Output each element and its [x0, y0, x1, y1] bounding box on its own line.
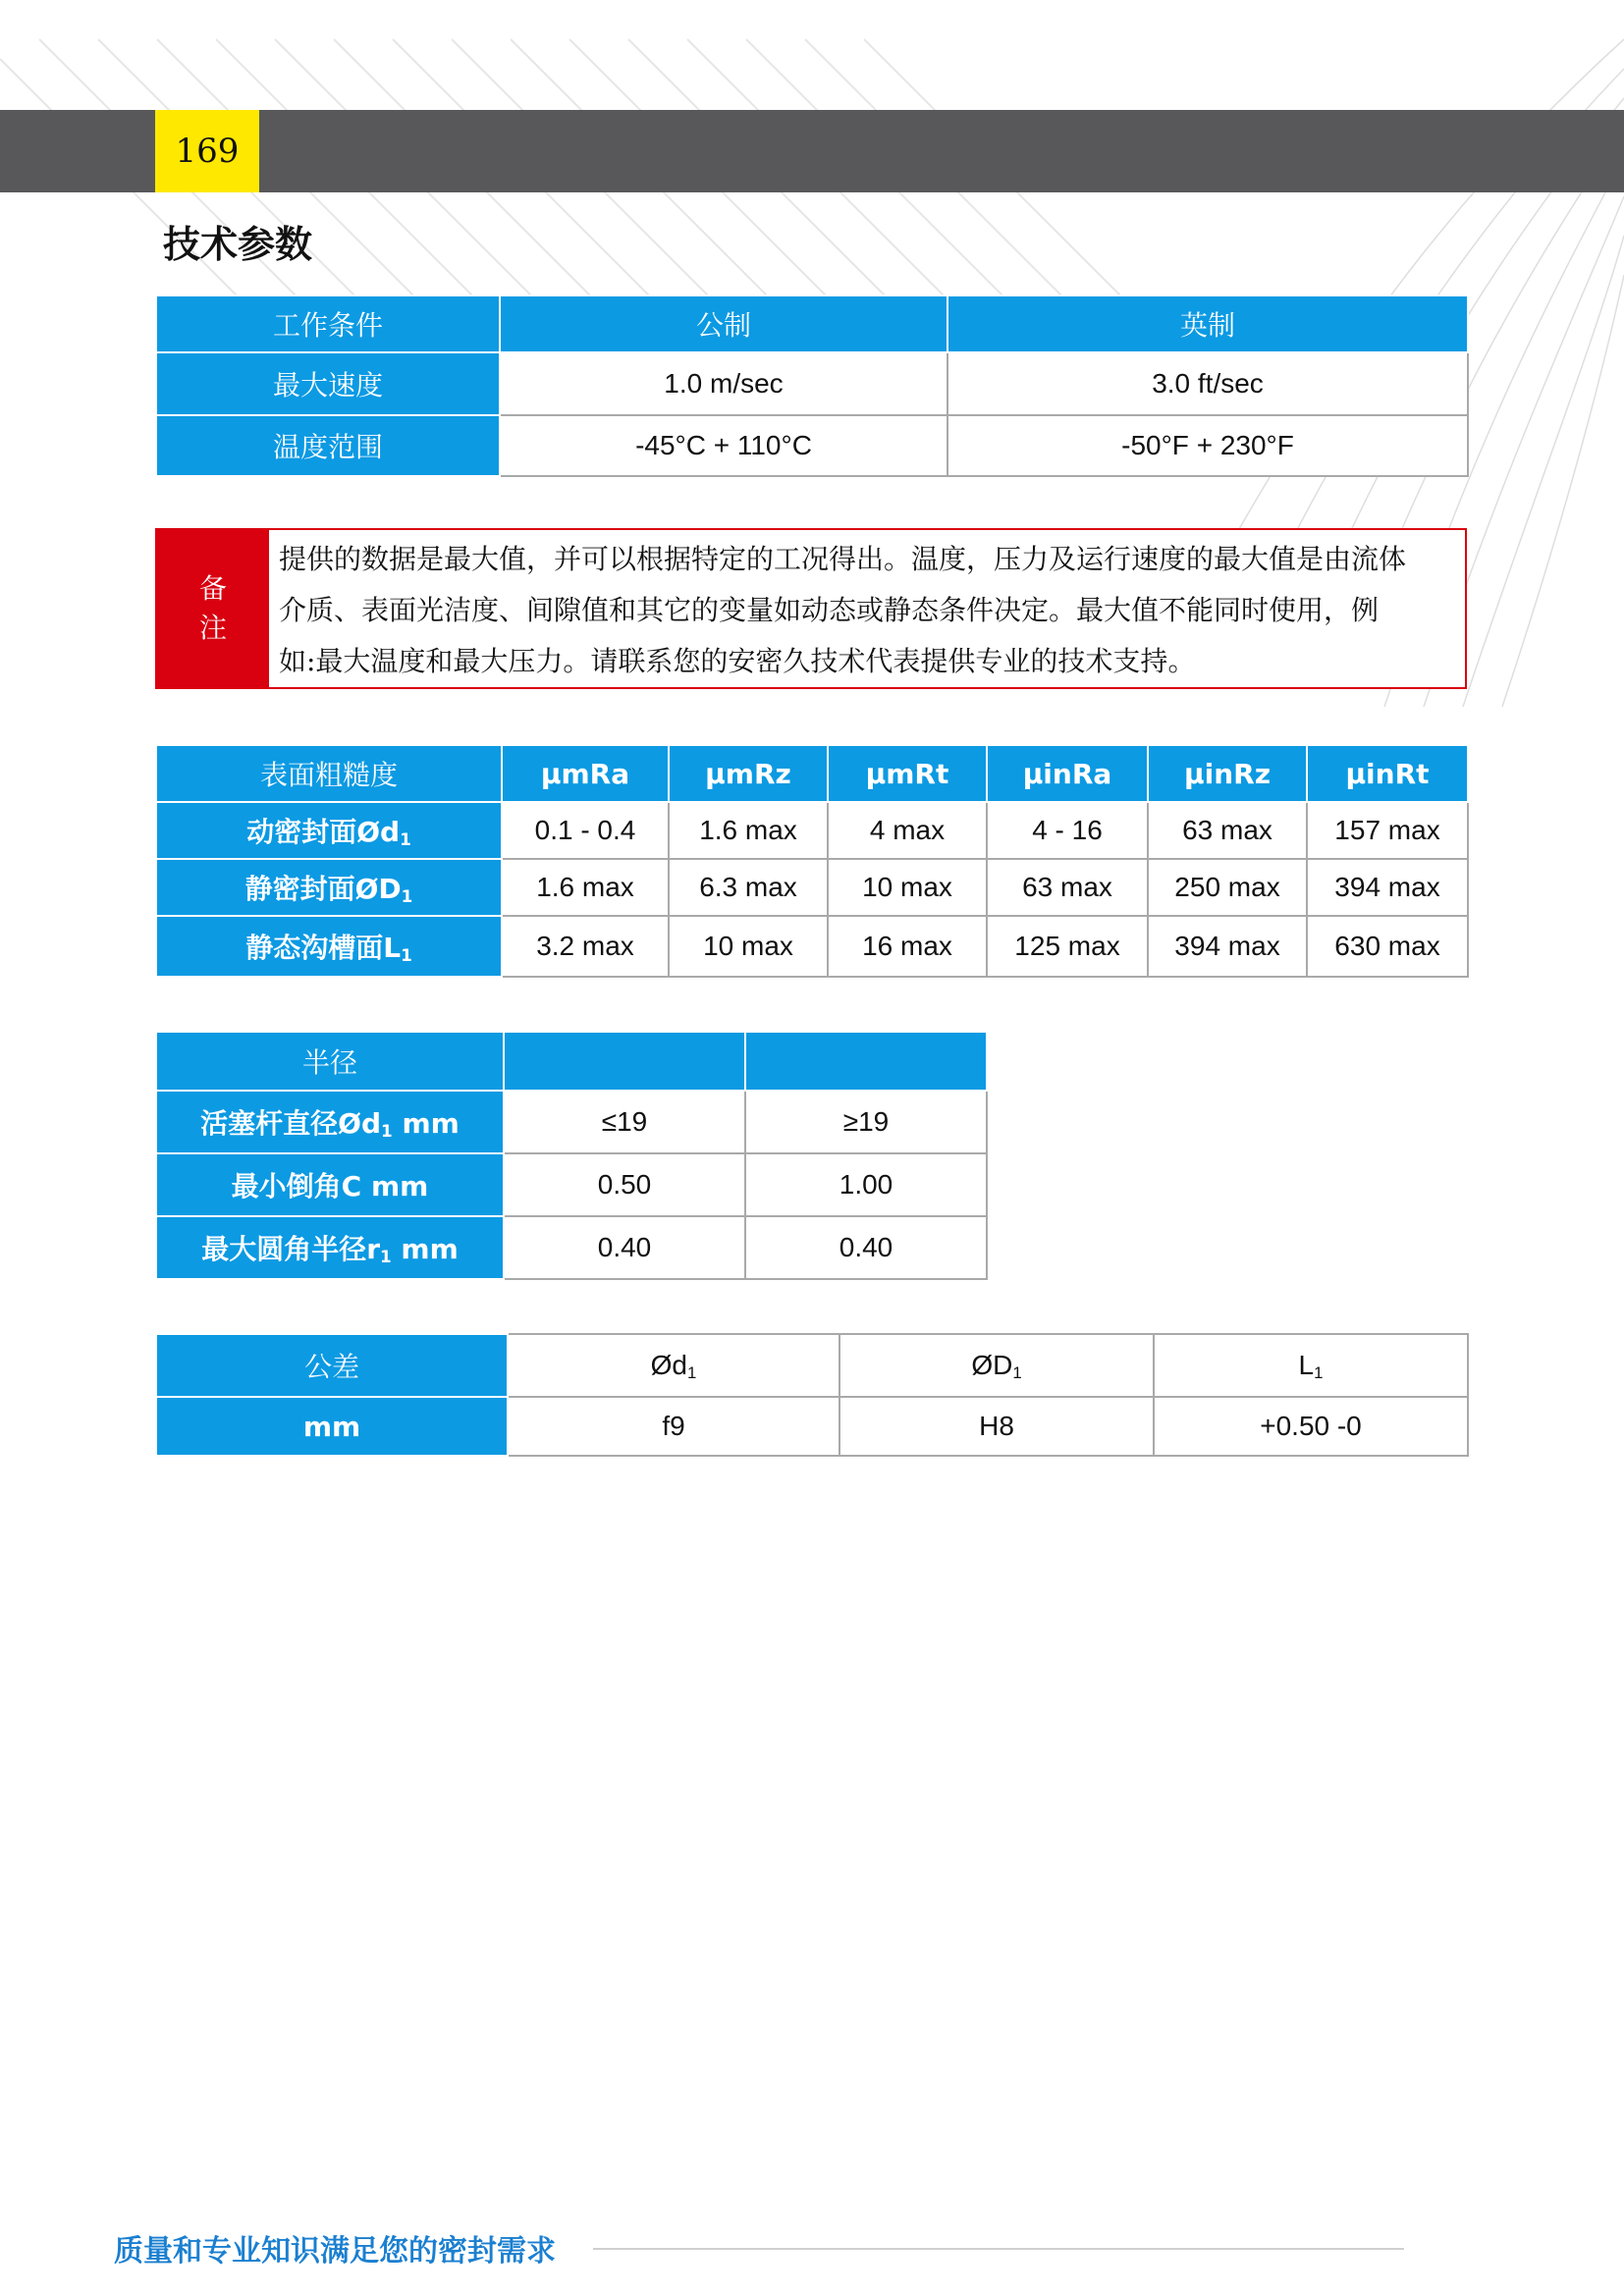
table-row	[156, 1153, 987, 1216]
row-label-text: 静密封面ØD	[244, 873, 402, 905]
note-line: 介质、表面光洁度、间隙值和其它的变量如动态或静态条件决定。最大值不能同时使用，例	[279, 594, 1380, 626]
footer-divider	[593, 2248, 1404, 2250]
row-label-text: 动密封面Ød	[246, 816, 401, 848]
table-cell: H8	[839, 1397, 1154, 1456]
surface-roughness-table	[155, 744, 1469, 978]
table-row	[156, 1216, 987, 1279]
table-row	[156, 352, 1468, 415]
header-umrz: μmRz	[669, 745, 828, 802]
table-cell: 1.6 max	[502, 859, 669, 916]
table-cell: 4 - 16	[987, 802, 1148, 859]
table-cell: 4 max	[828, 802, 987, 859]
column-groove-length	[1154, 1334, 1468, 1397]
header-uinra: μinRa	[987, 745, 1148, 802]
table-cell: ≤19	[504, 1091, 745, 1153]
header-blank	[745, 1032, 987, 1091]
row-label-rod-diameter	[156, 1091, 504, 1153]
table-cell: 1.00	[745, 1153, 987, 1216]
row-label-text: 最小倒角C mm	[231, 1170, 429, 1202]
cell-imperial-speed: 3.0 ft/sec	[947, 352, 1468, 415]
header-tolerance: 公差	[156, 1334, 508, 1397]
table-cell: 630 max	[1307, 916, 1468, 977]
subscript: 1	[381, 1121, 393, 1142]
note-label-char-2: 注	[198, 612, 227, 644]
table-cell: 3.2 max	[502, 916, 669, 977]
subscript: 1	[380, 1247, 392, 1267]
subscript: 1	[401, 886, 413, 907]
table-cell: 125 max	[987, 916, 1148, 977]
unit-suffix: mm	[392, 1107, 460, 1140]
note-label-char-1: 备	[198, 572, 227, 605]
row-label-mm: mm	[156, 1397, 508, 1456]
table-cell: 10 max	[828, 859, 987, 916]
table-cell: 157 max	[1307, 802, 1468, 859]
cell-imperial-temperature: -50°F + 230°F	[947, 415, 1468, 476]
note-line: 如:最大温度和最大压力。请联系您的安密久技术代表提供专业的技术支持。	[279, 645, 1196, 677]
header-imperial: 英制	[947, 295, 1468, 352]
note-text	[269, 530, 1418, 687]
header-uinrz: μinRz	[1148, 745, 1307, 802]
header-umra: μmRa	[502, 745, 669, 802]
table-cell: 394 max	[1307, 859, 1468, 916]
row-label-text: 活塞杆直径Ød	[200, 1107, 382, 1140]
column-bore-diameter	[839, 1334, 1154, 1397]
header-working-condition: 工作条件	[156, 295, 500, 352]
footer-slogan: 质量和专业知识满足您的密封需求	[114, 2234, 556, 2269]
header-umrt: μmRt	[828, 745, 987, 802]
table-cell: 16 max	[828, 916, 987, 977]
row-label-static-groove	[156, 916, 502, 977]
radius-table	[155, 1031, 988, 1280]
table-cell: 6.3 max	[669, 859, 828, 916]
unit-suffix: mm	[391, 1233, 459, 1265]
table-cell: 0.1 - 0.4	[502, 802, 669, 859]
header-blank	[504, 1032, 745, 1091]
section-title: 技术参数	[163, 223, 313, 266]
subscript: 1	[1012, 1363, 1022, 1383]
note-line: 提供的数据是最大值，并可以根据特定的工况得出。温度，压力及运行速度的最大值是由流体	[279, 543, 1407, 575]
note-label	[157, 530, 269, 687]
table-cell: 63 max	[987, 859, 1148, 916]
table-row	[156, 916, 1468, 977]
speed-temperature-table	[155, 294, 1469, 477]
table-cell: 0.40	[504, 1216, 745, 1279]
header-metric: 公制	[500, 295, 947, 352]
row-label-text: 静态沟槽面L	[245, 932, 402, 964]
column-text: Ød	[650, 1350, 687, 1380]
subscript: 1	[400, 829, 411, 850]
table-cell: 63 max	[1148, 802, 1307, 859]
header-surface-roughness: 表面粗糙度	[156, 745, 502, 802]
row-label-max-speed: 最大速度	[156, 352, 500, 415]
table-cell: ≥19	[745, 1091, 987, 1153]
subscript: 1	[687, 1363, 697, 1383]
table-cell: 0.40	[745, 1216, 987, 1279]
column-rod-diameter	[508, 1334, 839, 1397]
cell-metric-speed: 1.0 m/sec	[500, 352, 947, 415]
table-cell: +0.50 -0	[1154, 1397, 1468, 1456]
table-cell: 1.6 max	[669, 802, 828, 859]
row-label-text: 最大圆角半径r	[201, 1233, 380, 1265]
header-radius: 半径	[156, 1032, 504, 1091]
row-label-max-fillet-radius	[156, 1216, 504, 1279]
table-row	[156, 415, 1468, 476]
row-label-min-chamfer	[156, 1153, 504, 1216]
tolerance-table	[155, 1333, 1469, 1457]
note-box	[155, 528, 1467, 689]
cell-metric-temperature: -45°C + 110°C	[500, 415, 947, 476]
row-label-static-seal	[156, 859, 502, 916]
column-text: L	[1298, 1350, 1315, 1380]
column-text: ØD	[971, 1350, 1013, 1380]
table-cell: f9	[508, 1397, 839, 1456]
page-number: 169	[155, 110, 259, 192]
table-cell: 250 max	[1148, 859, 1307, 916]
header-uinrt: μinRt	[1307, 745, 1468, 802]
table-cell: 394 max	[1148, 916, 1307, 977]
row-label-temperature: 温度范围	[156, 415, 500, 476]
table-cell: 0.50	[504, 1153, 745, 1216]
subscript: 1	[401, 945, 412, 966]
table-row	[156, 1091, 987, 1153]
table-row	[156, 1397, 1468, 1456]
row-label-dynamic-seal	[156, 802, 502, 859]
table-cell: 10 max	[669, 916, 828, 977]
table-row	[156, 802, 1468, 859]
table-row	[156, 859, 1468, 916]
subscript: 1	[1314, 1363, 1324, 1383]
